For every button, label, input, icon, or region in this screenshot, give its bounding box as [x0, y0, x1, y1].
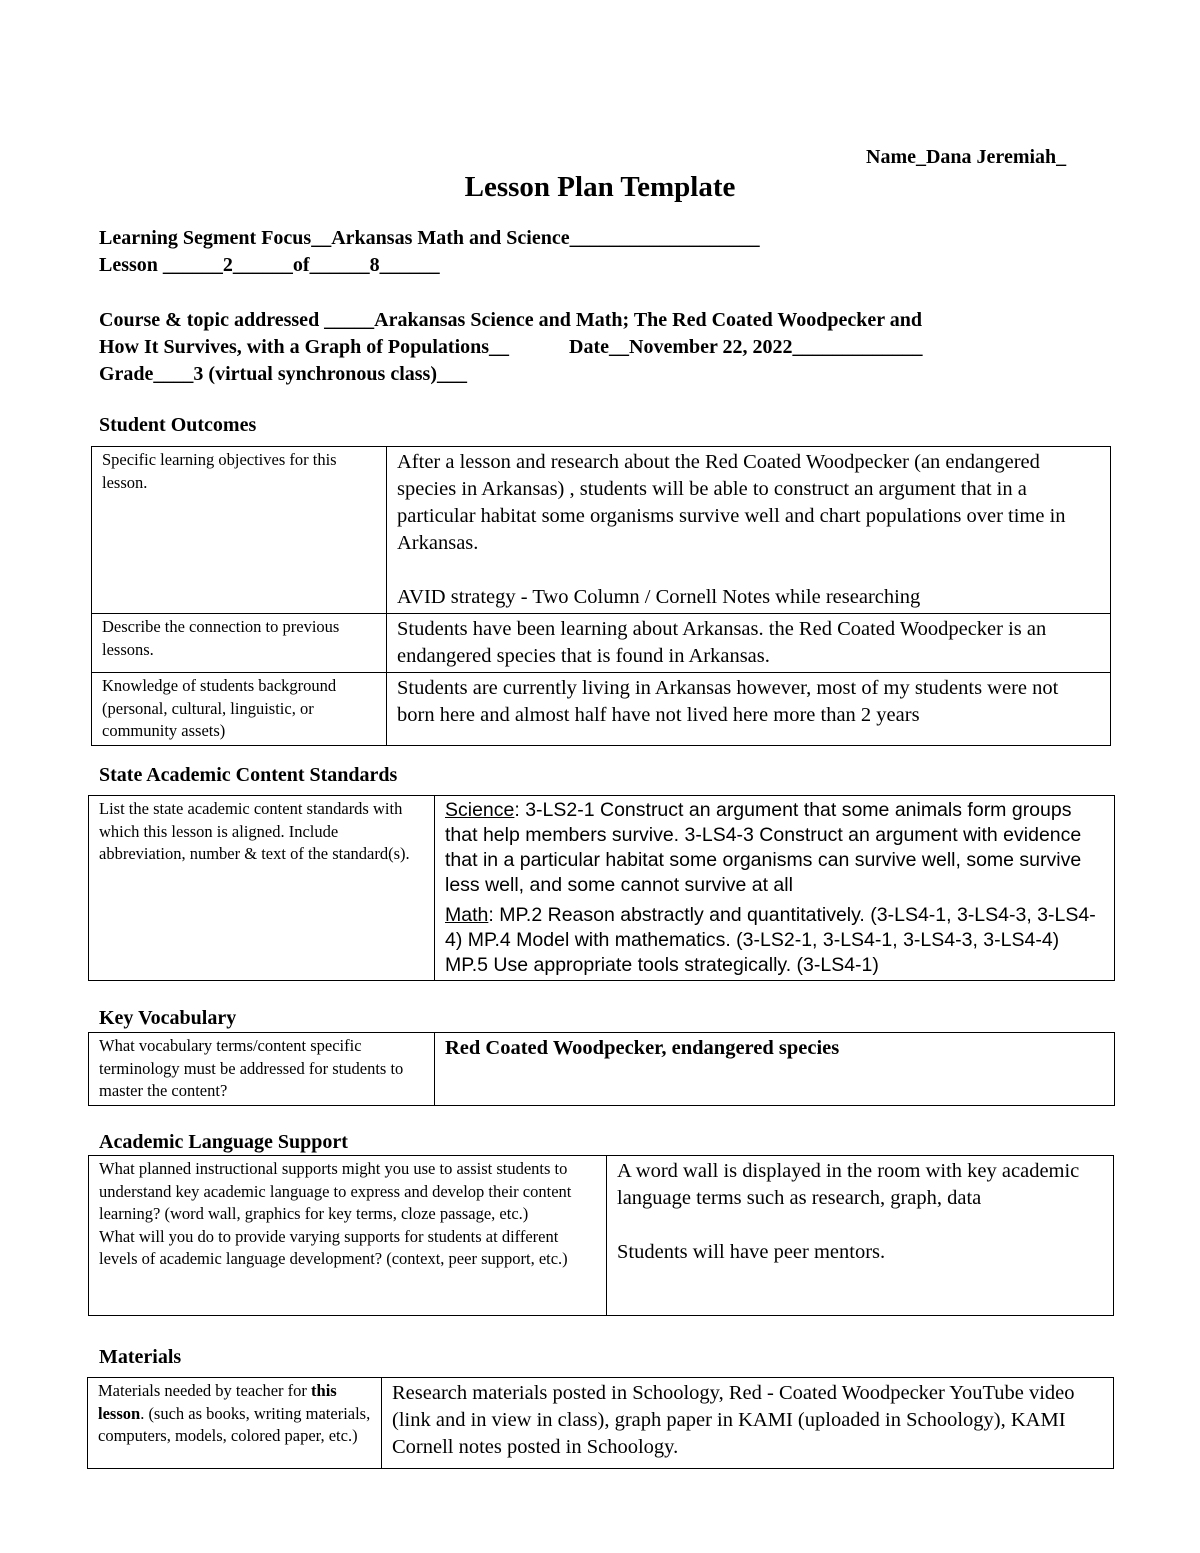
- peer-mentors-text: Students will have peer mentors.: [617, 1241, 886, 1263]
- table-row: [92, 614, 1111, 673]
- course-topic-line-1: Course & topic addressed _____Arakansas Science and Math; The Red Coated Woodpecker and: [99, 309, 923, 331]
- lesson-number-line: Lesson ______2______of______8______: [99, 254, 440, 276]
- objectives-label: Specific learning objectives for this lesson.: [92, 447, 387, 614]
- connection-label: Describe the connection to previous lessons.: [92, 614, 387, 673]
- table-row: [89, 796, 1115, 981]
- learning-segment-focus: Learning Segment Focus__Arkansas Math and Science___________________: [99, 227, 760, 249]
- materials-label-pre: Materials needed by teacher for: [98, 1381, 312, 1400]
- science-label: Science: [445, 799, 515, 821]
- science-text: : 3-LS2-1 Construct an argument that some animals form groups that help members survive. 3-LS4-3 Construct an argument with evidence that in a particular habitat some organisms can survive well, some survive less well, and some cannot survive at all: [445, 799, 1082, 896]
- materials-label: [88, 1378, 382, 1469]
- avid-strategy-text: AVID strategy - Two Column / Cornell Notes while researching: [397, 586, 921, 608]
- standards-value: [435, 796, 1115, 981]
- language-support-table: [88, 1155, 1114, 1316]
- vocabulary-value: Red Coated Woodpecker, endangered species: [435, 1033, 1115, 1106]
- table-row: [88, 1378, 1114, 1469]
- table-row: [89, 1033, 1115, 1106]
- planned-supports-question: What planned instructional supports might you use to assist students to understand key academic language to express and develop their content learning? (word wall, graphics for key terms, cloze passage, etc.): [99, 1159, 572, 1223]
- student-outcomes-table: [91, 446, 1111, 746]
- student-name: Name_Dana Jeremiah_: [866, 146, 1067, 168]
- varying-supports-question: What will you do to provide varying supports for students at different levels of academic language development? (context, peer support, etc.): [99, 1226, 568, 1268]
- standards-heading: State Academic Content Standards: [99, 764, 398, 786]
- math-label: Math: [445, 904, 489, 926]
- page-title: Lesson Plan Template: [464, 171, 736, 203]
- math-standard: [445, 903, 1105, 978]
- word-wall-text: A word wall is displayed in the room with key academic language terms such as research, graph, data: [617, 1160, 1080, 1209]
- table-row: [89, 1156, 1114, 1316]
- standards-label: List the state academic content standards with which this lesson is aligned. Include abbreviation, number & text of the standard(s).: [89, 796, 435, 981]
- science-standard: [445, 798, 1105, 898]
- materials-label-post: . (such as books, writing materials, computers, models, colored paper, etc.): [98, 1403, 371, 1445]
- math-text: : MP.2 Reason abstractly and quantitatively. (3-LS4-1, 3-LS4-3, 3-LS4-4) MP.4 Model with mathematics. (3-LS2-1, 3-LS4-1, 3-LS4-3, 3-LS4-4) MP.5 Use appropriate tools strategically. (3-LS4-1): [445, 904, 1096, 976]
- materials-label-bold: this lesson: [98, 1381, 337, 1423]
- vocabulary-heading: Key Vocabulary: [99, 1007, 237, 1029]
- course-topic-line-2: How It Survives, with a Graph of Populations__ Date__November 22, 2022_____________: [99, 336, 923, 358]
- materials-heading: Materials: [99, 1346, 182, 1368]
- grade-line: Grade____3 (virtual synchronous class)___: [99, 363, 467, 385]
- table-row: [92, 673, 1111, 746]
- background-value: Students are currently living in Arkansas however, most of my students were not born here and almost half have not lived here more than 2 years: [387, 673, 1111, 746]
- connection-value: Students have been learning about Arkansas. the Red Coated Woodpecker is an endangered species that is found in Arkansas.: [387, 614, 1111, 673]
- student-outcomes-heading: Student Outcomes: [99, 414, 257, 436]
- objectives-value: [387, 447, 1111, 614]
- language-support-label: [89, 1156, 607, 1316]
- table-row: [92, 447, 1111, 614]
- language-support-value: [607, 1156, 1114, 1316]
- materials-table: [87, 1377, 1114, 1469]
- objectives-text: After a lesson and research about the Red Coated Woodpecker (an endangered species in Arkansas) , students will be able to construct an argument that in a particular habitat some organisms survive well and chart populations over time in Arkansas.: [397, 451, 1066, 554]
- vocabulary-label: What vocabulary terms/content specific terminology must be addressed for students to master the content?: [89, 1033, 435, 1106]
- materials-value: Research materials posted in Schoology, Red - Coated Woodpecker YouTube video (link and in view in class), graph paper in KAMI (uploaded in Schoology), KAMI Cornell notes posted in Schoology.: [382, 1378, 1114, 1469]
- background-label: Knowledge of students background (personal, cultural, linguistic, or community assets): [92, 673, 387, 746]
- vocabulary-table: [88, 1032, 1115, 1106]
- language-support-heading: Academic Language Support: [99, 1131, 348, 1153]
- standards-table: [88, 795, 1115, 981]
